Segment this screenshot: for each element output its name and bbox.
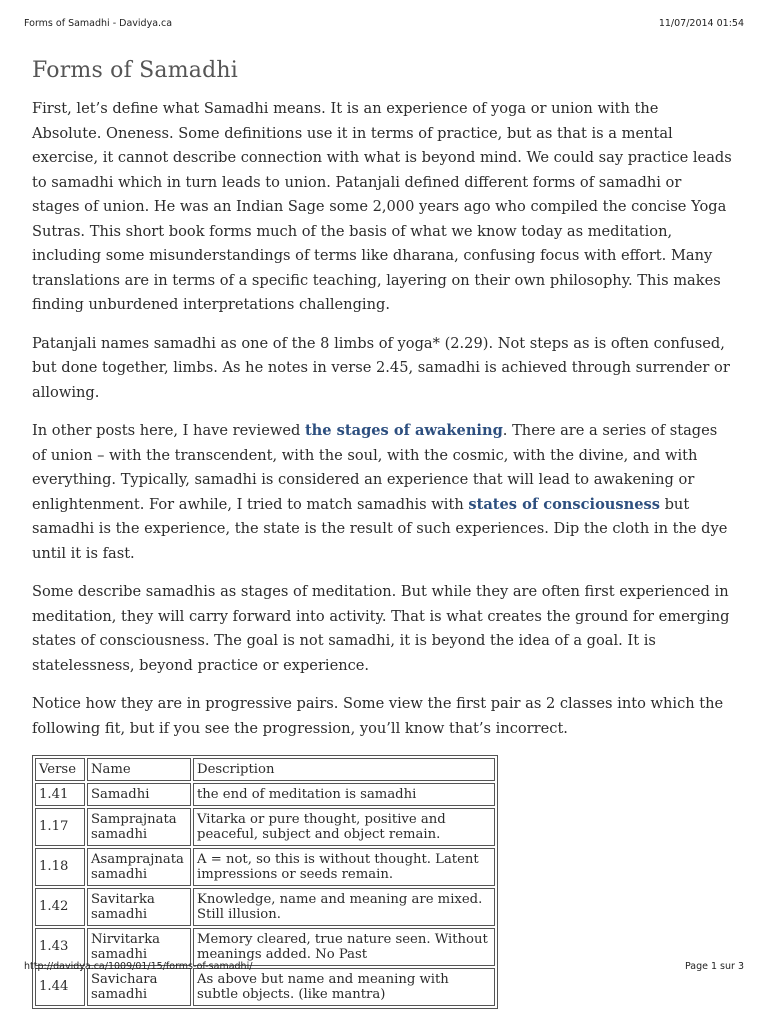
paragraph-stages bbox=[32, 419, 732, 566]
column-header-description: Description bbox=[193, 758, 495, 781]
print-header-title: Forms of Samadhi - Davidya.ca bbox=[24, 18, 173, 29]
print-header-datetime: 11/07/2014 01:54 bbox=[658, 18, 744, 29]
print-header bbox=[24, 18, 744, 29]
table-header-row bbox=[35, 758, 495, 781]
print-footer-page: Page 1 sur 3 bbox=[684, 961, 744, 972]
cell-name: Nirvitarka samadhi bbox=[87, 928, 191, 966]
paragraph-meditation: Some describe samadhis as stages of meditation. But while they are often first experienced in meditation, they will carry forward into activity. That is what creates the ground for emerging states of consciousness. The goal is not samadhi, it is beyond the idea of a goal. It is statelessness, beyond practice or experience. bbox=[32, 583, 730, 674]
table-row bbox=[35, 848, 495, 886]
paragraph-definition: First, let’s define what Samadhi means. It is an experience of yoga or union with the Absolute. Oneness. Some definitions use it in terms of practice, but as that is a mental exercise, it cannot describe connection with what is beyond mind. We could say practice leads to samadhi which in turn leads to union. Patanjali defined different forms of samadhi or stages of union. He was an Indian Sage some 2,000 years ago who compiled the concise Yoga Sutras. This short book forms much of the basis of what we know today as meditation, including some misunderstandings of terms like dharana, confusing focus with effort. Many translations are in terms of a specific teaching, layering on their own philosophy. This makes finding unburdened interpretations challenging. bbox=[32, 100, 732, 313]
cell-name: Asamprajnata samadhi bbox=[87, 848, 191, 886]
print-footer-url: http://davidya.ca/1009/01/15/forms-of-samadhi/ bbox=[24, 961, 253, 972]
cell-description: As above but name and meaning with subtle objects. (like mantra) bbox=[193, 968, 495, 1006]
paragraph-stages-text-c: but samadhi is the experience, the state is the result of such experiences. Dip the cloth in the dye until it is fast. bbox=[32, 495, 728, 562]
cell-name: Savichara samadhi bbox=[87, 968, 191, 1006]
cell-verse: 1.18 bbox=[35, 848, 85, 886]
cell-verse: 1.44 bbox=[35, 968, 85, 1006]
states-of-consciousness-link[interactable]: states of consciousness bbox=[468, 495, 660, 513]
article bbox=[32, 58, 732, 1009]
cell-verse: 1.41 bbox=[35, 783, 85, 806]
paragraph-limbs: Patanjali names samadhi as one of the 8 limbs of yoga* (2.29). Not steps as is often confused, but done together, limbs. As he notes in verse 2.45, samadhi is achieved through surrender or allowing. bbox=[32, 334, 730, 401]
table-row bbox=[35, 888, 495, 926]
cell-name: Samprajnata samadhi bbox=[87, 808, 191, 846]
paragraph-stages-text-b: . There are a series of stages of union – with the transcendent, with the soul, with the cosmic, with the divine, and with everything. Typically, samadhi is considered an experience that will lead to awakening or enlightenment. For awhile, I tried to match samadhis with bbox=[32, 422, 718, 513]
cell-verse: 1.42 bbox=[35, 888, 85, 926]
page-title: Forms of Samadhi bbox=[32, 58, 239, 83]
cell-description: A = not, so this is without thought. Latent impressions or seeds remain. bbox=[193, 848, 495, 886]
print-footer bbox=[24, 961, 744, 972]
cell-name: Samadhi bbox=[87, 783, 191, 806]
column-header-name: Name bbox=[87, 758, 191, 781]
paragraph-pairs: Notice how they are in progressive pairs. Some view the first pair as 2 classes into which the following fit, but if you see the progression, you’ll know that’s incorrect. bbox=[32, 695, 724, 737]
cell-verse: 1.43 bbox=[35, 928, 85, 966]
stages-of-awakening-link[interactable]: the stages of awakening bbox=[304, 422, 503, 439]
cell-description: Memory cleared, true nature seen. Without meanings added. No Past bbox=[193, 928, 495, 966]
cell-description: Knowledge, name and meaning are mixed. Still illusion. bbox=[193, 888, 495, 926]
cell-description: Vitarka or pure thought, positive and peaceful, subject and object remain. bbox=[193, 808, 495, 846]
paragraph-stages-text-a: In other posts here, I have reviewed bbox=[32, 422, 305, 439]
table-row bbox=[35, 808, 495, 846]
table-row bbox=[35, 968, 495, 1006]
cell-name: Savitarka samadhi bbox=[87, 888, 191, 926]
column-header-verse: Verse bbox=[35, 758, 85, 781]
table-row bbox=[35, 783, 495, 806]
cell-verse: 1.17 bbox=[35, 808, 85, 846]
cell-description: the end of meditation is samadhi bbox=[193, 783, 495, 806]
